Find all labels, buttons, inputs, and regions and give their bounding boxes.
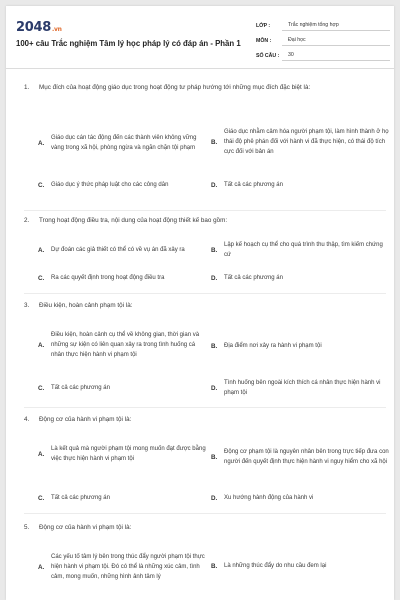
meta-class-row bbox=[256, 16, 390, 31]
question-number: 4. bbox=[24, 416, 30, 423]
meta-count-row bbox=[256, 46, 390, 61]
question-text: Trong hoạt động điều tra, nội dung của hoạt động thiết kế bao gồm: bbox=[39, 217, 228, 224]
question-header bbox=[24, 523, 386, 534]
question-text: Động cơ của hành vi phạm tội là: bbox=[39, 524, 132, 531]
question-number: 1. bbox=[24, 84, 30, 91]
page-title: 100+ câu Trắc nghiệm Tâm lý học pháp lý có đáp án - Phần 1 bbox=[16, 39, 241, 48]
option-c[interactable]: C. Tất cả các phương án bbox=[38, 384, 110, 392]
meta-label: SỐ CÂU : bbox=[256, 53, 280, 59]
option-d[interactable]: D. Xu hướng hành động của hành vi bbox=[211, 494, 314, 502]
question-number: 3. bbox=[24, 302, 30, 309]
document-header bbox=[6, 6, 394, 69]
question-header bbox=[24, 415, 386, 426]
meta-label: LỚP : bbox=[256, 23, 271, 29]
meta-subject-row bbox=[256, 31, 390, 46]
option-c[interactable]: C. Tất cả các phương án bbox=[38, 494, 110, 502]
question-text: Điều kiện, hoàn cảnh phạm tội là: bbox=[39, 302, 133, 309]
question-divider bbox=[24, 210, 386, 211]
meta-label: MÔN : bbox=[256, 38, 272, 44]
site-logo[interactable]: 2048.vn bbox=[16, 20, 62, 35]
option-b[interactable]: B. Là những thúc đẩy do nhu cầu đem lại bbox=[211, 562, 327, 570]
meta-value: Trắc nghiệm tổng hợp bbox=[282, 22, 390, 31]
meta-value: Đại học bbox=[282, 37, 390, 46]
question-text: Động cơ của hành vi phạm tội là: bbox=[39, 416, 132, 423]
meta-value: 30 bbox=[282, 52, 390, 61]
question-number: 5. bbox=[24, 524, 30, 531]
document-page bbox=[6, 6, 394, 600]
option-d[interactable]: D. Tất cả các phương án bbox=[211, 274, 283, 282]
option-b[interactable]: B. Lập kế hoạch cụ thể cho quá trình thu thập, tìm kiếm chứng cứ bbox=[211, 242, 383, 258]
option-c[interactable]: C. Giáo dục ý thức pháp luật cho các công dân bbox=[38, 181, 169, 189]
option-b[interactable]: B. Giáo dục nhằm cảm hóa người phạm tội, làm hình thành ở họ thái độ phê phán đối với hành vi đã thực hiện, có thái độ tích cực đối với bản án bbox=[211, 129, 389, 155]
option-b[interactable]: B. Địa điểm nơi xảy ra hành vi phạm tội bbox=[211, 342, 322, 350]
option-a[interactable]: A. Là kết quả mà người phạm tội mong muốn đạt được bằng việc thực hiện hành vi phạm tội bbox=[38, 446, 206, 462]
option-a[interactable]: A. Giáo dục cán tác động đến các thành viên không vững vàng trong xã hội, phòng ngừa và ngăn chặn tội phạm bbox=[38, 135, 197, 151]
question-number: 2. bbox=[24, 217, 30, 224]
question-header bbox=[24, 83, 386, 94]
option-b[interactable]: B. Động cơ phạm tội là nguyên nhân bên trong trực tiếp đưa con người đến quyết định thực hiện hành vi nguy hiểm cho xã hội bbox=[211, 449, 389, 465]
question-header bbox=[24, 301, 386, 312]
question-text: Mục đích của hoạt động giáo dục trong hoạt động tư pháp hướng tới những mục đích đặc biệt là: bbox=[39, 84, 311, 91]
question-divider bbox=[24, 513, 386, 514]
option-d[interactable]: D. Tình huống bên ngoài kích thích cá nhân thực hiện hành vi phạm tội bbox=[211, 380, 381, 396]
option-a[interactable]: A. Điều kiện, hoàn cảnh cụ thể về không gian, thời gian và những sự kiện có liên quan xảy ra trong tình huống cá nhân thực hiện hành vi phạm tội bbox=[38, 332, 200, 358]
question-divider bbox=[24, 407, 386, 408]
option-d[interactable]: D. Tất cả các phương án bbox=[211, 181, 283, 189]
option-c[interactable]: C. Ra các quyết định trong hoạt động điều tra bbox=[38, 274, 165, 282]
document-meta bbox=[256, 16, 390, 61]
question-divider bbox=[24, 293, 386, 294]
option-a[interactable]: A. Dự đoán các giả thiết có thể có về vụ án đã xảy ra bbox=[38, 246, 185, 254]
option-a[interactable]: A. Các yếu tố tâm lý bên trong thúc đẩy người phạm tội thực hiện hành vi phạm tội. Đó có thể là những xúc cảm, tình cảm, mong muốn, những hình ảnh tâm lý bbox=[38, 554, 205, 580]
question-header bbox=[24, 216, 386, 227]
